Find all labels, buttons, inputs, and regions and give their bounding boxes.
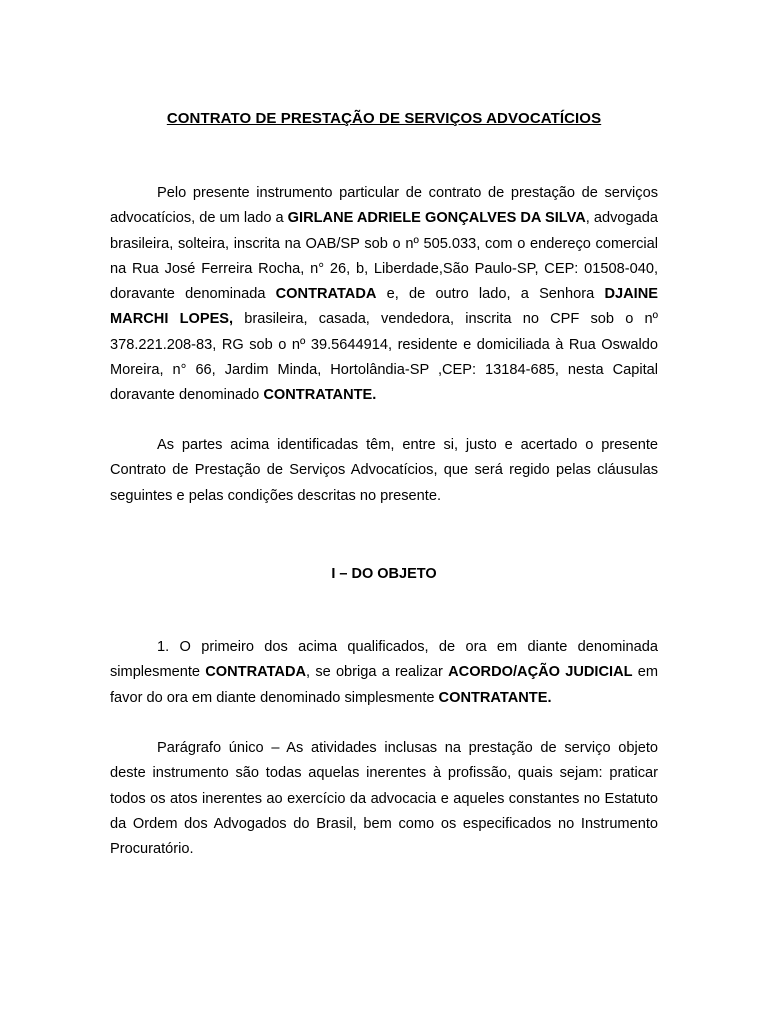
paragraph-sole-paragraph bbox=[110, 736, 658, 862]
text-span: Pelo presente instrumento particular de contrato de prestação de serviços advocatícios, de um lado a bbox=[110, 185, 658, 227]
text-span: em favor do ora em diante denominado simplesmente bbox=[110, 664, 659, 706]
paragraph-parties bbox=[110, 181, 658, 409]
document-title: CONTRATO DE PRESTAÇÃO DE SERVIÇOS ADVOCATÍCIOS bbox=[166, 110, 602, 127]
service-object: ACORDO/AÇÃO JUDICIAL bbox=[448, 664, 633, 681]
contracting-term: CONTRATANTE. bbox=[438, 689, 552, 706]
contracting-party-name: DJAINE MARCHI LOPES, bbox=[110, 286, 658, 328]
contracted-term: CONTRATADA bbox=[205, 664, 307, 681]
contracting-term: CONTRATANTE. bbox=[263, 387, 377, 404]
text-span: As partes acima identificadas têm, entre si, justo e acertado o presente Contrato de Prestação de Serviços Advocatícios, que será regido pelas cláusulas seguintes e pelas condições descritas no presente. bbox=[110, 437, 658, 504]
text-span: , advogada brasileira, solteira, inscrita na OAB/SP sob o nº 505.033, com o endereço comercial na Rua José Ferreira Rocha, n° 26, b, Liberdade,São Paulo-SP, CEP: 01508-040, doravante denominada bbox=[110, 210, 659, 303]
text-span: e, de outro lado, a Senhora bbox=[376, 286, 605, 303]
section-heading: I – DO OBJETO bbox=[331, 566, 437, 582]
paragraph-object bbox=[110, 635, 658, 711]
text-span: , se obriga a realizar bbox=[306, 664, 449, 681]
paragraph-agreement bbox=[110, 433, 658, 509]
contracted-party-name: GIRLANE ADRIELE GONÇALVES DA SILVA bbox=[287, 210, 586, 227]
text-span: brasileira, casada, vendedora, inscrita no CPF sob o nº 378.221.208-83, RG sob o nº 39.5644914, residente e domiciliada à Rua Oswaldo Moreira, n° 66, Jardim Minda, Hortolândia-SP ,CEP: 13184-685, nesta Capital doravante denominado bbox=[110, 311, 658, 404]
text-span: 1. O primeiro dos acima qualificados, de ora em diante denominada simplesmente bbox=[110, 639, 658, 681]
contracted-term: CONTRATADA bbox=[275, 286, 377, 303]
text-span: Parágrafo único – As atividades inclusas na prestação de serviço objeto deste instrumento são todas aquelas inerentes à profissão, quais sejam: praticar todos os atos inerentes ao exercício da advocacia e aqueles constantes no Estatuto da Ordem dos Advogados do Brasil, bem como os especificados no Instrumento Procuratório. bbox=[110, 740, 658, 858]
